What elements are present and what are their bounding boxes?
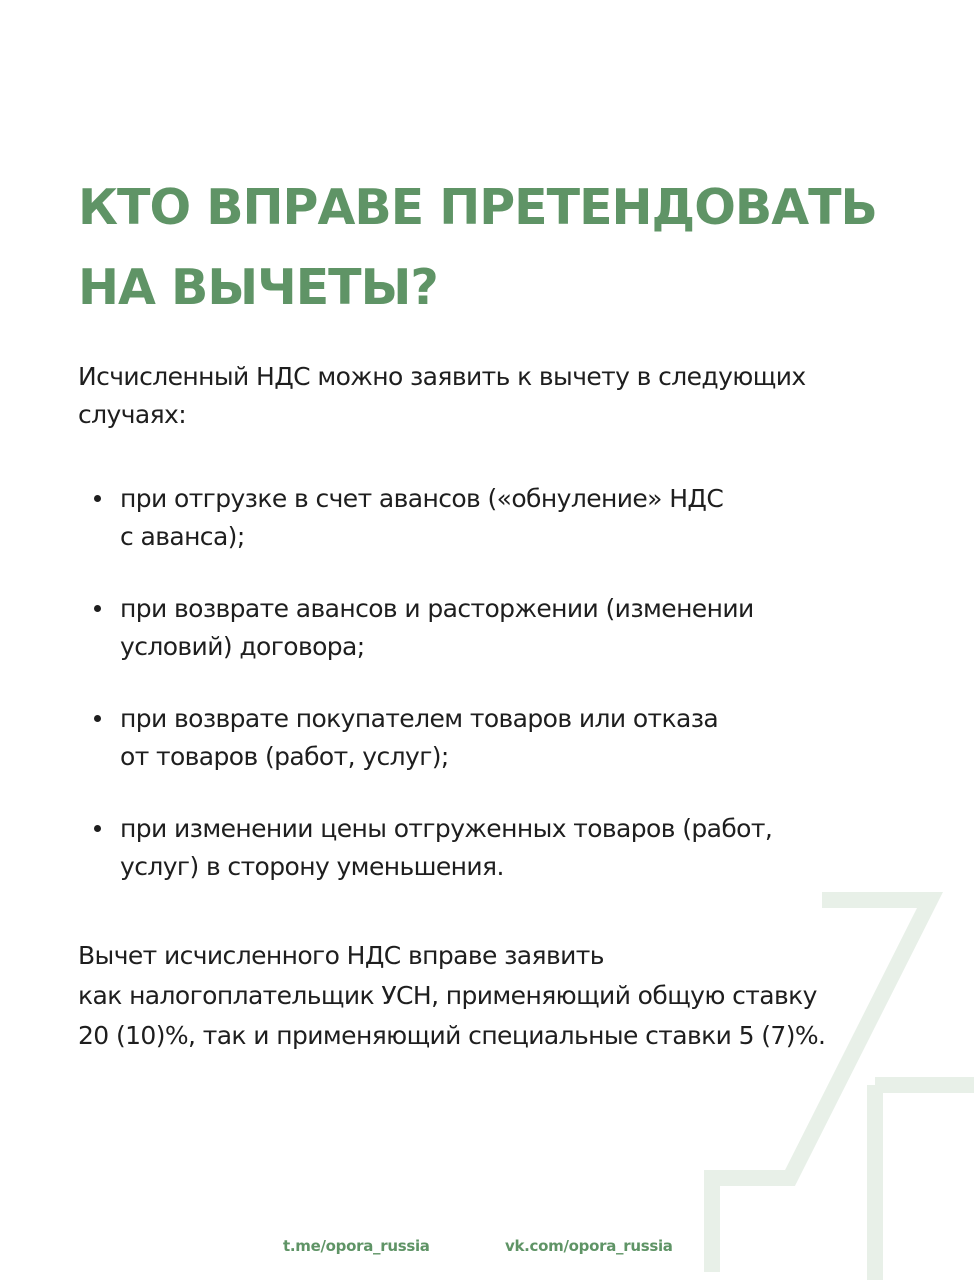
- telegram-link[interactable]: t.me/opora_russia: [283, 1237, 430, 1255]
- vk-link[interactable]: vk.com/opora_russia: [505, 1237, 673, 1255]
- bullet-icon: [94, 715, 101, 722]
- list-item: [78, 810, 938, 886]
- conclusion-line-3: 20 (10)%, так и применяющий специальные ставки 5 (7)%.: [78, 1021, 826, 1050]
- list-item: [78, 480, 938, 556]
- list-item-line-2: услуг) в сторону уменьшения.: [120, 852, 504, 881]
- list-item-line-2: с аванса);: [120, 522, 245, 551]
- intro-line-1: Исчисленный НДС можно заявить к вычету в следующих: [78, 362, 806, 391]
- intro-paragraph: [78, 358, 938, 434]
- intro-line-2: случаях:: [78, 400, 187, 429]
- list-item-line-2: от товаров (работ, услуг);: [120, 742, 449, 771]
- bullet-icon: [94, 605, 101, 612]
- list-item-line-1: при отгрузке в счет авансов («обнуление» НДС: [120, 484, 724, 513]
- list-item-line-1: при возврате покупателем товаров или отказа: [120, 704, 719, 733]
- list-item: [78, 590, 938, 666]
- bullet-icon: [94, 825, 101, 832]
- title-line-2: НА ВЫЧЕТЫ?: [78, 259, 438, 316]
- conclusion-line-2: как налогоплательщик УСН, применяющий общую ставку: [78, 981, 817, 1010]
- list-item-line-2: условий) договора;: [120, 632, 365, 661]
- page-title: [78, 168, 958, 328]
- cases-list: [78, 480, 938, 920]
- list-item: [78, 700, 938, 776]
- bullet-icon: [94, 495, 101, 502]
- conclusion-line-1: Вычет исчисленного НДС вправе заявить: [78, 941, 604, 970]
- list-item-line-1: при возврате авансов и расторжении (изменении: [120, 594, 754, 623]
- title-line-1: КТО ВПРАВЕ ПРЕТЕНДОВАТЬ: [78, 179, 877, 236]
- conclusion-paragraph: [78, 936, 958, 1056]
- list-item-line-1: при изменении цены отгруженных товаров (работ,: [120, 814, 773, 843]
